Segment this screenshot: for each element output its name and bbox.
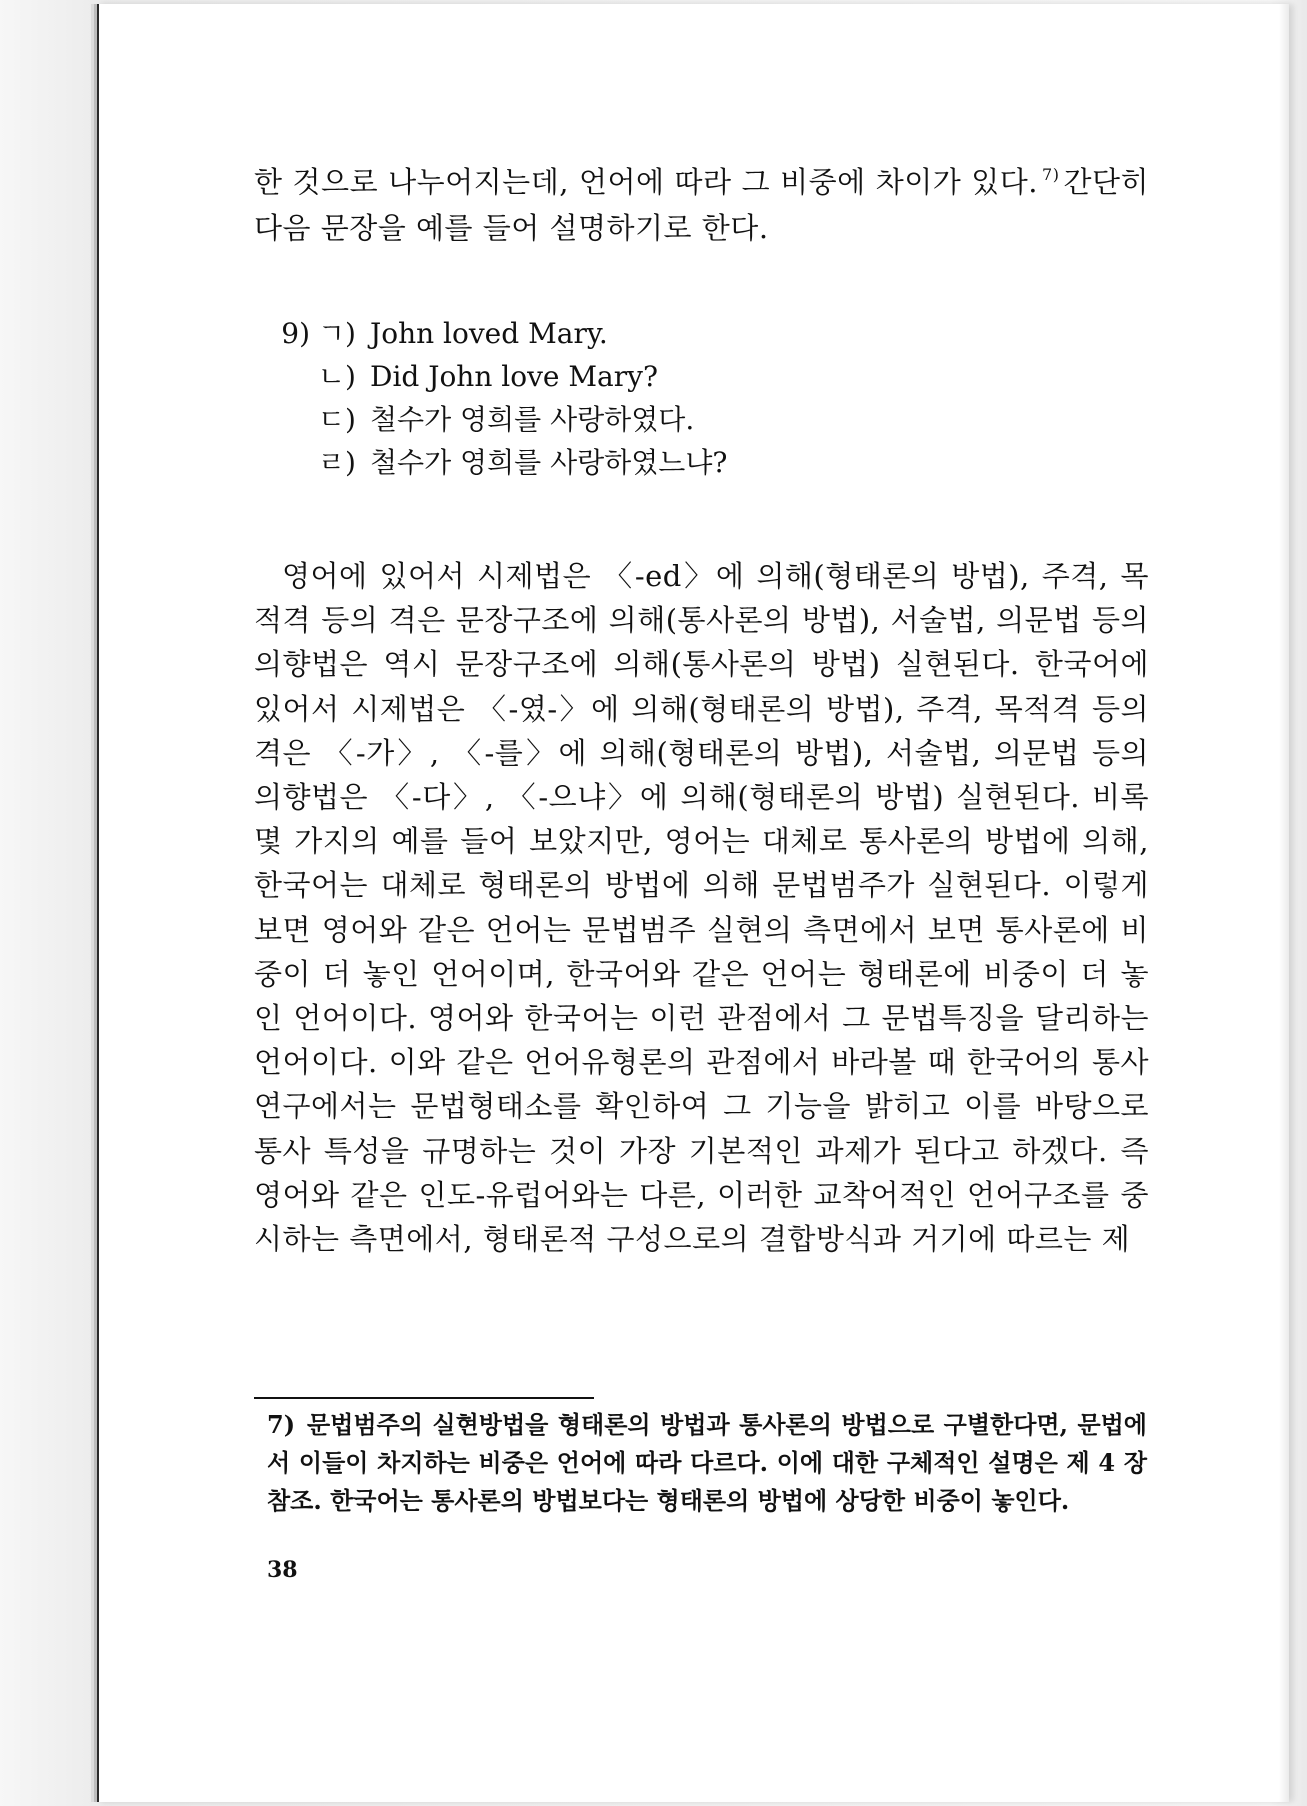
paragraph-main: 영어에 있어서 시제법은 〈-ed〉에 의해(형태론의 방법), 주격, 목적격 등의 격은 문장구조에 의해(통사론의 방법), 서술법, 의문법 등의 의향법은 역시 문장구조에 의해(통사론의 방법) 실현된다. 한국어에 있어서 시제법은 〈-였-〉에 의해(형태론의 방법), 주격, 목적격 등의 격은 〈-가〉, 〈-를〉에 의해(형태론의 방법), 서술법, 의문법 등의 의향법은 〈-다〉, 〈-으냐〉에 의해(형태론의 방법) 실현된다. 비록 몇 가지의 예를 들어 보았지만, 영어는 대체로 통사론의 방법에 의해, 한국어는 대체로 형태론의 방법에 의해 문법범주가 실현된다. 이렇게 보면 영어와 같은 언어는 문법범주 실현의 측면에서 보면 통사론에 비중이 더 놓인 언어이며, 한국어와 같은 언어는 형태론에 비중이 더 놓인 언어이다. 영어와 한국어는 이런 관점에서 그 문법특징을 달리하는 언어이다. 이와 같은 언어유형론의 관점에서 바라볼 때 한국어의 통사 연구에서는 문법형태소를 확인하여 그 기능을 밝히고 이를 바탕으로 통사 특성을 규명하는 것이 가장 기본적인 과제가 된다고 하겠다. 즉 영어와 같은 인도-유럽어와는 다른, 이러한 교착어적인 언어구조를 중시하는 측면에서, 형태론적 구성으로의 결합방식과 거기에 따르는 제: [254, 559, 1149, 1257]
example-mark: ㄴ): [318, 360, 356, 393]
example-mark: ㄹ): [318, 446, 356, 479]
example-mark: ㄷ): [318, 403, 356, 436]
example-text: John loved Mary.: [370, 317, 608, 350]
example-item: [254, 441, 727, 484]
example-list: [254, 312, 727, 484]
page-edge-shadow: [1279, 4, 1289, 1802]
page-number: 38: [267, 1557, 298, 1583]
book-page: [97, 4, 1289, 1802]
footnote-number: 7): [267, 1410, 296, 1439]
footnote-text: 문법범주의 실현방법을 형태론의 방법과 통사론의 방법으로 구별한다면, 문법에서 이들이 차지하는 비중은 언어에 따라 다르다. 이에 대한 구체적인 설명은 제 4 장 참조. 한국어는 통사론의 방법보다는 형태론의 방법에 상당한 비중이 놓인다.: [267, 1410, 1147, 1515]
footnote-reference: 7): [1042, 165, 1060, 184]
footnote: [267, 1406, 1147, 1520]
example-text: Did John love Mary?: [370, 360, 658, 393]
example-item: [254, 312, 727, 355]
example-number: 9): [281, 317, 310, 350]
example-mark: ㄱ): [318, 317, 356, 350]
example-text: 철수가 영희를 사랑하였다.: [370, 403, 695, 436]
paragraph-intro: [254, 152, 1149, 251]
example-item: [254, 355, 727, 398]
example-item: [254, 398, 727, 441]
paragraph-intro-tail: 간단히 다음 문장을 예를 들어 설명하기로 한다.: [254, 165, 1149, 245]
example-text: 철수가 영희를 사랑하였느냐?: [370, 446, 728, 479]
paragraph-intro-text: 한 것으로 나누어지는데, 언어에 따라 그 비중에 차이가 있다.: [254, 165, 1039, 199]
footnote-divider: [254, 1397, 594, 1399]
